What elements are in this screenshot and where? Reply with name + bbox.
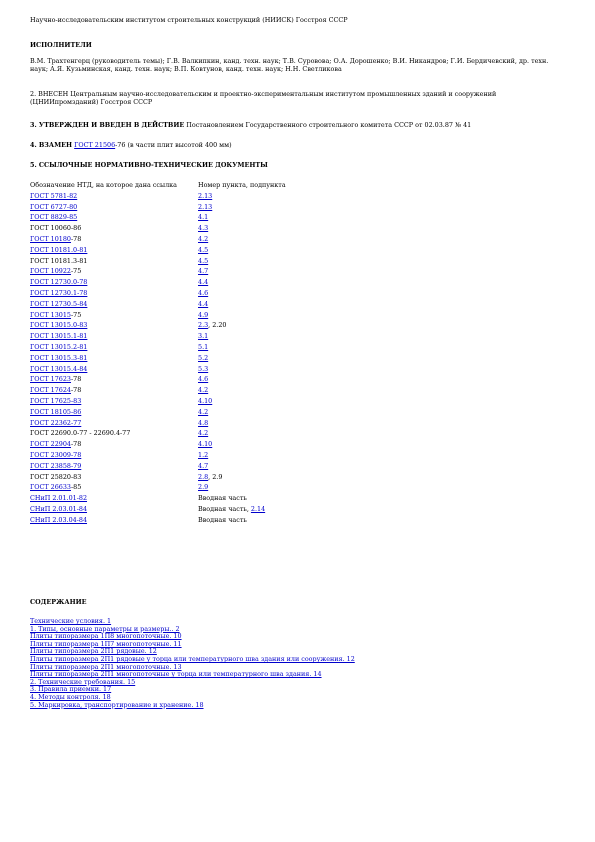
reference-document bbox=[30, 278, 198, 289]
table-row bbox=[30, 375, 286, 386]
toc-link[interactable]: Технические условия. 1 bbox=[30, 617, 112, 625]
reference-document-text: ГОСТ 10181.3-81 bbox=[30, 256, 88, 265]
reference-document-text: -85 bbox=[70, 483, 82, 492]
reference-document bbox=[30, 397, 198, 408]
reference-clause bbox=[198, 213, 286, 224]
reference-clause bbox=[198, 397, 286, 408]
reference-document-text: -78 bbox=[70, 440, 82, 449]
item-3-text: Постановлением Государственного строительного комитета СССР от 02.03.87 № 41 bbox=[184, 121, 472, 129]
reference-clause bbox=[198, 440, 286, 451]
reference-document bbox=[30, 192, 198, 203]
reference-document-link[interactable]: ГОСТ 18105-86 bbox=[30, 407, 82, 416]
item-4-label: 4. ВЗАМЕН bbox=[30, 141, 73, 149]
reference-document-link[interactable]: ГОСТ 17625-83 bbox=[30, 396, 82, 405]
table-row bbox=[30, 235, 286, 246]
reference-document bbox=[30, 224, 198, 235]
table-row bbox=[30, 408, 286, 419]
reference-clause bbox=[198, 483, 286, 494]
reference-document-link[interactable]: ГОСТ 13015 bbox=[30, 310, 71, 319]
reference-document bbox=[30, 332, 198, 343]
reference-document-text: ГОСТ 10060-86 bbox=[30, 224, 82, 233]
reference-document bbox=[30, 321, 198, 332]
reference-document bbox=[30, 429, 198, 440]
reference-clause bbox=[198, 235, 286, 246]
reference-clause-link[interactable]: 5.1 bbox=[198, 342, 209, 351]
toc-link[interactable]: 1. Типы, основные параметры и размеры.. 2 bbox=[30, 624, 180, 633]
reference-document-link[interactable]: ГОСТ 17624 bbox=[30, 386, 71, 395]
reference-document bbox=[30, 257, 198, 268]
reference-clause-link[interactable]: 4.8 bbox=[198, 418, 209, 427]
table-row bbox=[30, 321, 286, 332]
table-row bbox=[30, 213, 286, 224]
reference-clause bbox=[198, 311, 286, 322]
reference-clause-link[interactable]: 4.10 bbox=[198, 396, 213, 405]
reference-clause bbox=[198, 354, 286, 365]
table-row bbox=[30, 483, 286, 494]
header-organization: Научно-исследовательским институтом строительных конструкций (НИИСК) Госстроя СССР bbox=[30, 16, 348, 24]
table-row bbox=[30, 343, 286, 354]
item-3-label: 3. УТВЕРЖДЕН И ВВЕДЕН В ДЕЙСТВИЕ bbox=[30, 121, 185, 129]
reference-document-link[interactable]: ГОСТ 13015.1-81 bbox=[30, 332, 88, 341]
table-row bbox=[30, 397, 286, 408]
references-table bbox=[30, 181, 286, 527]
reference-document-link[interactable]: ГОСТ 17623 bbox=[30, 375, 71, 384]
table-row bbox=[30, 494, 286, 505]
reference-clause bbox=[198, 451, 286, 462]
reference-document-link[interactable]: ГОСТ 10181.0-81 bbox=[30, 245, 88, 254]
table-row bbox=[30, 365, 286, 376]
reference-clause-link[interactable]: 4.6 bbox=[198, 288, 209, 297]
reference-clause-link[interactable]: 1.2 bbox=[198, 450, 209, 459]
reference-clause bbox=[198, 267, 286, 278]
reference-document bbox=[30, 494, 198, 505]
item-4-gost-link[interactable]: ГОСТ 21506 bbox=[74, 141, 116, 149]
reference-document bbox=[30, 246, 198, 257]
reference-document-text: -75 bbox=[70, 267, 82, 276]
reference-document-link[interactable]: ГОСТ 23009-78 bbox=[30, 450, 82, 459]
reference-document bbox=[30, 483, 198, 494]
table-row bbox=[30, 473, 286, 484]
reference-clause-text: Вводная часть, bbox=[198, 504, 251, 513]
reference-document-text: ГОСТ 22690.0-77 - 22690.4-77 bbox=[30, 429, 131, 438]
table-row bbox=[30, 246, 286, 257]
reference-clause-link[interactable]: 4.7 bbox=[198, 461, 209, 470]
reference-clause bbox=[198, 192, 286, 203]
reference-clause bbox=[198, 300, 286, 311]
toc-list bbox=[30, 618, 355, 709]
table-row bbox=[30, 462, 286, 473]
reference-document bbox=[30, 203, 198, 214]
reference-clause bbox=[198, 246, 286, 257]
reference-document-text: -78 bbox=[70, 234, 82, 243]
reference-document bbox=[30, 386, 198, 397]
toc-link[interactable]: Плиты типоразмера 2П1 многопоточные у торца или температурного шва здания. 14 bbox=[30, 670, 322, 679]
reference-document-link[interactable]: ГОСТ 10180 bbox=[30, 234, 71, 243]
reference-clause bbox=[198, 473, 286, 484]
reference-clause-link[interactable]: 4.5 bbox=[198, 256, 209, 265]
reference-clause bbox=[198, 203, 286, 214]
reference-document bbox=[30, 365, 198, 376]
references-header-clause: Номер пункта, подпункта bbox=[198, 181, 286, 189]
reference-clause-link[interactable]: 4.6 bbox=[198, 375, 209, 384]
reference-document bbox=[30, 516, 198, 527]
executors-text: В.М. Трахтенгерц (руководитель темы); Г.В. Валкипкин, канд. техн. наук; Т.В. Суровова; О.А. Дорошенко; В.И. Никандров; Г.И. Бердичевский, др. техн. наук; А.Я. Кузьминская, канд. техн. наук; В.П. Ковтунов, канд. техн. наук; Н.Н. Светликова bbox=[30, 57, 549, 73]
reference-clause bbox=[198, 289, 286, 300]
reference-clause bbox=[198, 365, 286, 376]
reference-document-link[interactable]: ГОСТ 5781-82 bbox=[30, 191, 78, 200]
table-row bbox=[30, 257, 286, 268]
item-5-references-title: 5. ССЫЛОЧНЫЕ НОРМАТИВНО-ТЕХНИЧЕСКИЕ ДОКУМЕНТЫ bbox=[30, 161, 268, 169]
table-row bbox=[30, 289, 286, 300]
item-4-text: -76 (в части плит высотой 400 мм) bbox=[115, 141, 232, 149]
reference-clause-link[interactable]: 4.10 bbox=[198, 440, 213, 449]
reference-document-link[interactable]: ГОСТ 26633 bbox=[30, 483, 71, 492]
table-row bbox=[30, 192, 286, 203]
reference-document-link[interactable]: ГОСТ 10922 bbox=[30, 267, 71, 276]
toc-link[interactable]: Плиты типоразмера 2П1 рядовые у торца или температурного шва здания или сооружения. 12 bbox=[30, 654, 355, 663]
reference-document-link[interactable]: ГОСТ 13015.0-83 bbox=[30, 321, 88, 330]
reference-clause bbox=[198, 516, 286, 527]
reference-document-link[interactable]: ГОСТ 12730.5-84 bbox=[30, 299, 88, 308]
reference-clause-link[interactable]: 2.3 bbox=[198, 321, 209, 330]
toc-link[interactable]: 5. Маркировка, транспортирование и хранение. 18 bbox=[30, 700, 204, 709]
table-row bbox=[30, 386, 286, 397]
reference-document-text: ГОСТ 25820-83 bbox=[30, 472, 82, 481]
reference-clause bbox=[198, 375, 286, 386]
reference-document-link[interactable]: СНиП 2.03.01-84 bbox=[30, 504, 88, 513]
table-row bbox=[30, 203, 286, 214]
reference-clause bbox=[198, 505, 286, 516]
table-row bbox=[30, 419, 286, 430]
reference-document bbox=[30, 440, 198, 451]
reference-clause-text: Вводная часть bbox=[198, 494, 247, 503]
table-row bbox=[30, 354, 286, 365]
reference-clause bbox=[198, 332, 286, 343]
reference-document bbox=[30, 267, 198, 278]
references-header-doc: Обозначение НТД, на которое дана ссылка bbox=[30, 181, 177, 189]
reference-clause bbox=[198, 462, 286, 473]
reference-document bbox=[30, 419, 198, 430]
toc-link[interactable]: Плиты типоразмера 2П1 многопоточные. 13 bbox=[30, 662, 182, 671]
reference-clause-text: , 2.20 bbox=[208, 321, 227, 330]
reference-document-link[interactable]: ГОСТ 12730.1-78 bbox=[30, 288, 88, 297]
reference-document-text: -78 bbox=[70, 386, 82, 395]
reference-clause-link[interactable]: 4.4 bbox=[198, 278, 209, 287]
table-row bbox=[30, 300, 286, 311]
toc-item bbox=[30, 702, 355, 710]
item-4-replaces bbox=[30, 141, 232, 149]
reference-clause-link[interactable]: 2.8 bbox=[198, 472, 209, 481]
reference-document bbox=[30, 408, 198, 419]
reference-document bbox=[30, 462, 198, 473]
reference-document bbox=[30, 213, 198, 224]
table-row bbox=[30, 505, 286, 516]
reference-document bbox=[30, 311, 198, 322]
reference-clause-link[interactable]: 4.2 bbox=[198, 386, 209, 395]
reference-document-text: -78 bbox=[70, 375, 82, 384]
reference-document-link[interactable]: ГОСТ 6727-80 bbox=[30, 202, 78, 211]
reference-document-link[interactable]: ГОСТ 8829-85 bbox=[30, 213, 78, 222]
reference-clause-link[interactable]: 2.9 bbox=[198, 483, 209, 492]
table-row bbox=[30, 267, 286, 278]
reference-clause-text: Вводная часть bbox=[198, 515, 247, 524]
toc-link[interactable]: Плиты типоразмера 1П8 многопоточные. 10 bbox=[30, 632, 182, 641]
reference-clause-link[interactable]: 4.2 bbox=[198, 429, 209, 438]
references-header-row bbox=[30, 181, 286, 192]
reference-document-link[interactable]: ГОСТ 23858-79 bbox=[30, 461, 82, 470]
reference-document-link[interactable]: СНиП 2.03.04-84 bbox=[30, 515, 88, 524]
reference-clause bbox=[198, 419, 286, 430]
reference-clause bbox=[198, 408, 286, 419]
reference-clause-text: , 2.9 bbox=[208, 472, 223, 481]
reference-clause-link[interactable]: 4.2 bbox=[198, 234, 209, 243]
reference-document-link[interactable]: ГОСТ 13015.2-81 bbox=[30, 342, 88, 351]
reference-clause-link[interactable]: 4.4 bbox=[198, 299, 209, 308]
toc-link[interactable]: 4. Методы контроля. 18 bbox=[30, 692, 111, 701]
reference-document-link[interactable]: СНиП 2.01.01-82 bbox=[30, 494, 88, 503]
toc-link[interactable]: 3. Правила приемки. 17 bbox=[30, 685, 112, 694]
reference-clause bbox=[198, 429, 286, 440]
table-row bbox=[30, 429, 286, 440]
table-row bbox=[30, 451, 286, 462]
item-2-introduced-by: 2. ВНЕСЕН Центральным научно-исследовательским и проектно-экспериментальным институтом промышленных зданий и сооружений (ЦНИИпромзданий) Госстроя СССР bbox=[30, 90, 497, 106]
reference-document-text: -75 bbox=[70, 310, 82, 319]
reference-document bbox=[30, 235, 198, 246]
reference-clause bbox=[198, 343, 286, 354]
reference-document bbox=[30, 343, 198, 354]
reference-document bbox=[30, 289, 198, 300]
reference-document-link[interactable]: ГОСТ 22904 bbox=[30, 440, 71, 449]
reference-clause-link[interactable]: 5.3 bbox=[198, 364, 209, 373]
table-row bbox=[30, 224, 286, 235]
table-row bbox=[30, 516, 286, 527]
reference-document-link[interactable]: ГОСТ 12730.0-78 bbox=[30, 278, 88, 287]
reference-clause bbox=[198, 321, 286, 332]
references-body bbox=[30, 192, 286, 527]
reference-document-link[interactable]: ГОСТ 22362-77 bbox=[30, 418, 82, 427]
reference-clause-link[interactable]: 2.13 bbox=[198, 191, 213, 200]
reference-clause-link[interactable]: 5.2 bbox=[198, 353, 209, 362]
reference-clause-link[interactable]: 4.3 bbox=[198, 224, 209, 233]
toc-link[interactable]: 2. Технические требования. 15 bbox=[30, 677, 136, 686]
reference-document bbox=[30, 354, 198, 365]
table-row bbox=[30, 440, 286, 451]
toc-link[interactable]: Плиты типоразмера 2П1 рядовые. 12 bbox=[30, 647, 157, 656]
reference-clause-link[interactable]: 2.13 bbox=[198, 202, 213, 211]
reference-clause bbox=[198, 257, 286, 268]
reference-document bbox=[30, 375, 198, 386]
item-3-approved bbox=[30, 121, 471, 129]
reference-clause-link[interactable]: 3.1 bbox=[198, 332, 209, 341]
table-row bbox=[30, 278, 286, 289]
reference-clause bbox=[198, 224, 286, 235]
reference-document-link[interactable]: ГОСТ 13015.4-84 bbox=[30, 364, 88, 373]
reference-clause bbox=[198, 494, 286, 505]
table-row bbox=[30, 332, 286, 343]
reference-document bbox=[30, 451, 198, 462]
reference-clause-link[interactable]: 4.7 bbox=[198, 267, 209, 276]
toc-title: СОДЕРЖАНИЕ bbox=[30, 598, 87, 606]
reference-clause-link[interactable]: 2.14 bbox=[250, 504, 266, 513]
reference-clause-link[interactable]: 4.1 bbox=[198, 213, 209, 222]
toc-link[interactable]: Плиты типоразмера 1П7 многопоточные. 11 bbox=[30, 639, 182, 648]
reference-document-link[interactable]: ГОСТ 13015.3-81 bbox=[30, 353, 88, 362]
reference-document bbox=[30, 505, 198, 516]
reference-clause-link[interactable]: 4.5 bbox=[198, 245, 209, 254]
reference-document bbox=[30, 300, 198, 311]
reference-clause-link[interactable]: 4.2 bbox=[198, 407, 209, 416]
reference-document bbox=[30, 473, 198, 484]
reference-clause bbox=[198, 386, 286, 397]
reference-clause-link[interactable]: 4.9 bbox=[198, 310, 209, 319]
table-row bbox=[30, 311, 286, 322]
executors-title: ИСПОЛНИТЕЛИ bbox=[30, 41, 92, 49]
reference-clause bbox=[198, 278, 286, 289]
